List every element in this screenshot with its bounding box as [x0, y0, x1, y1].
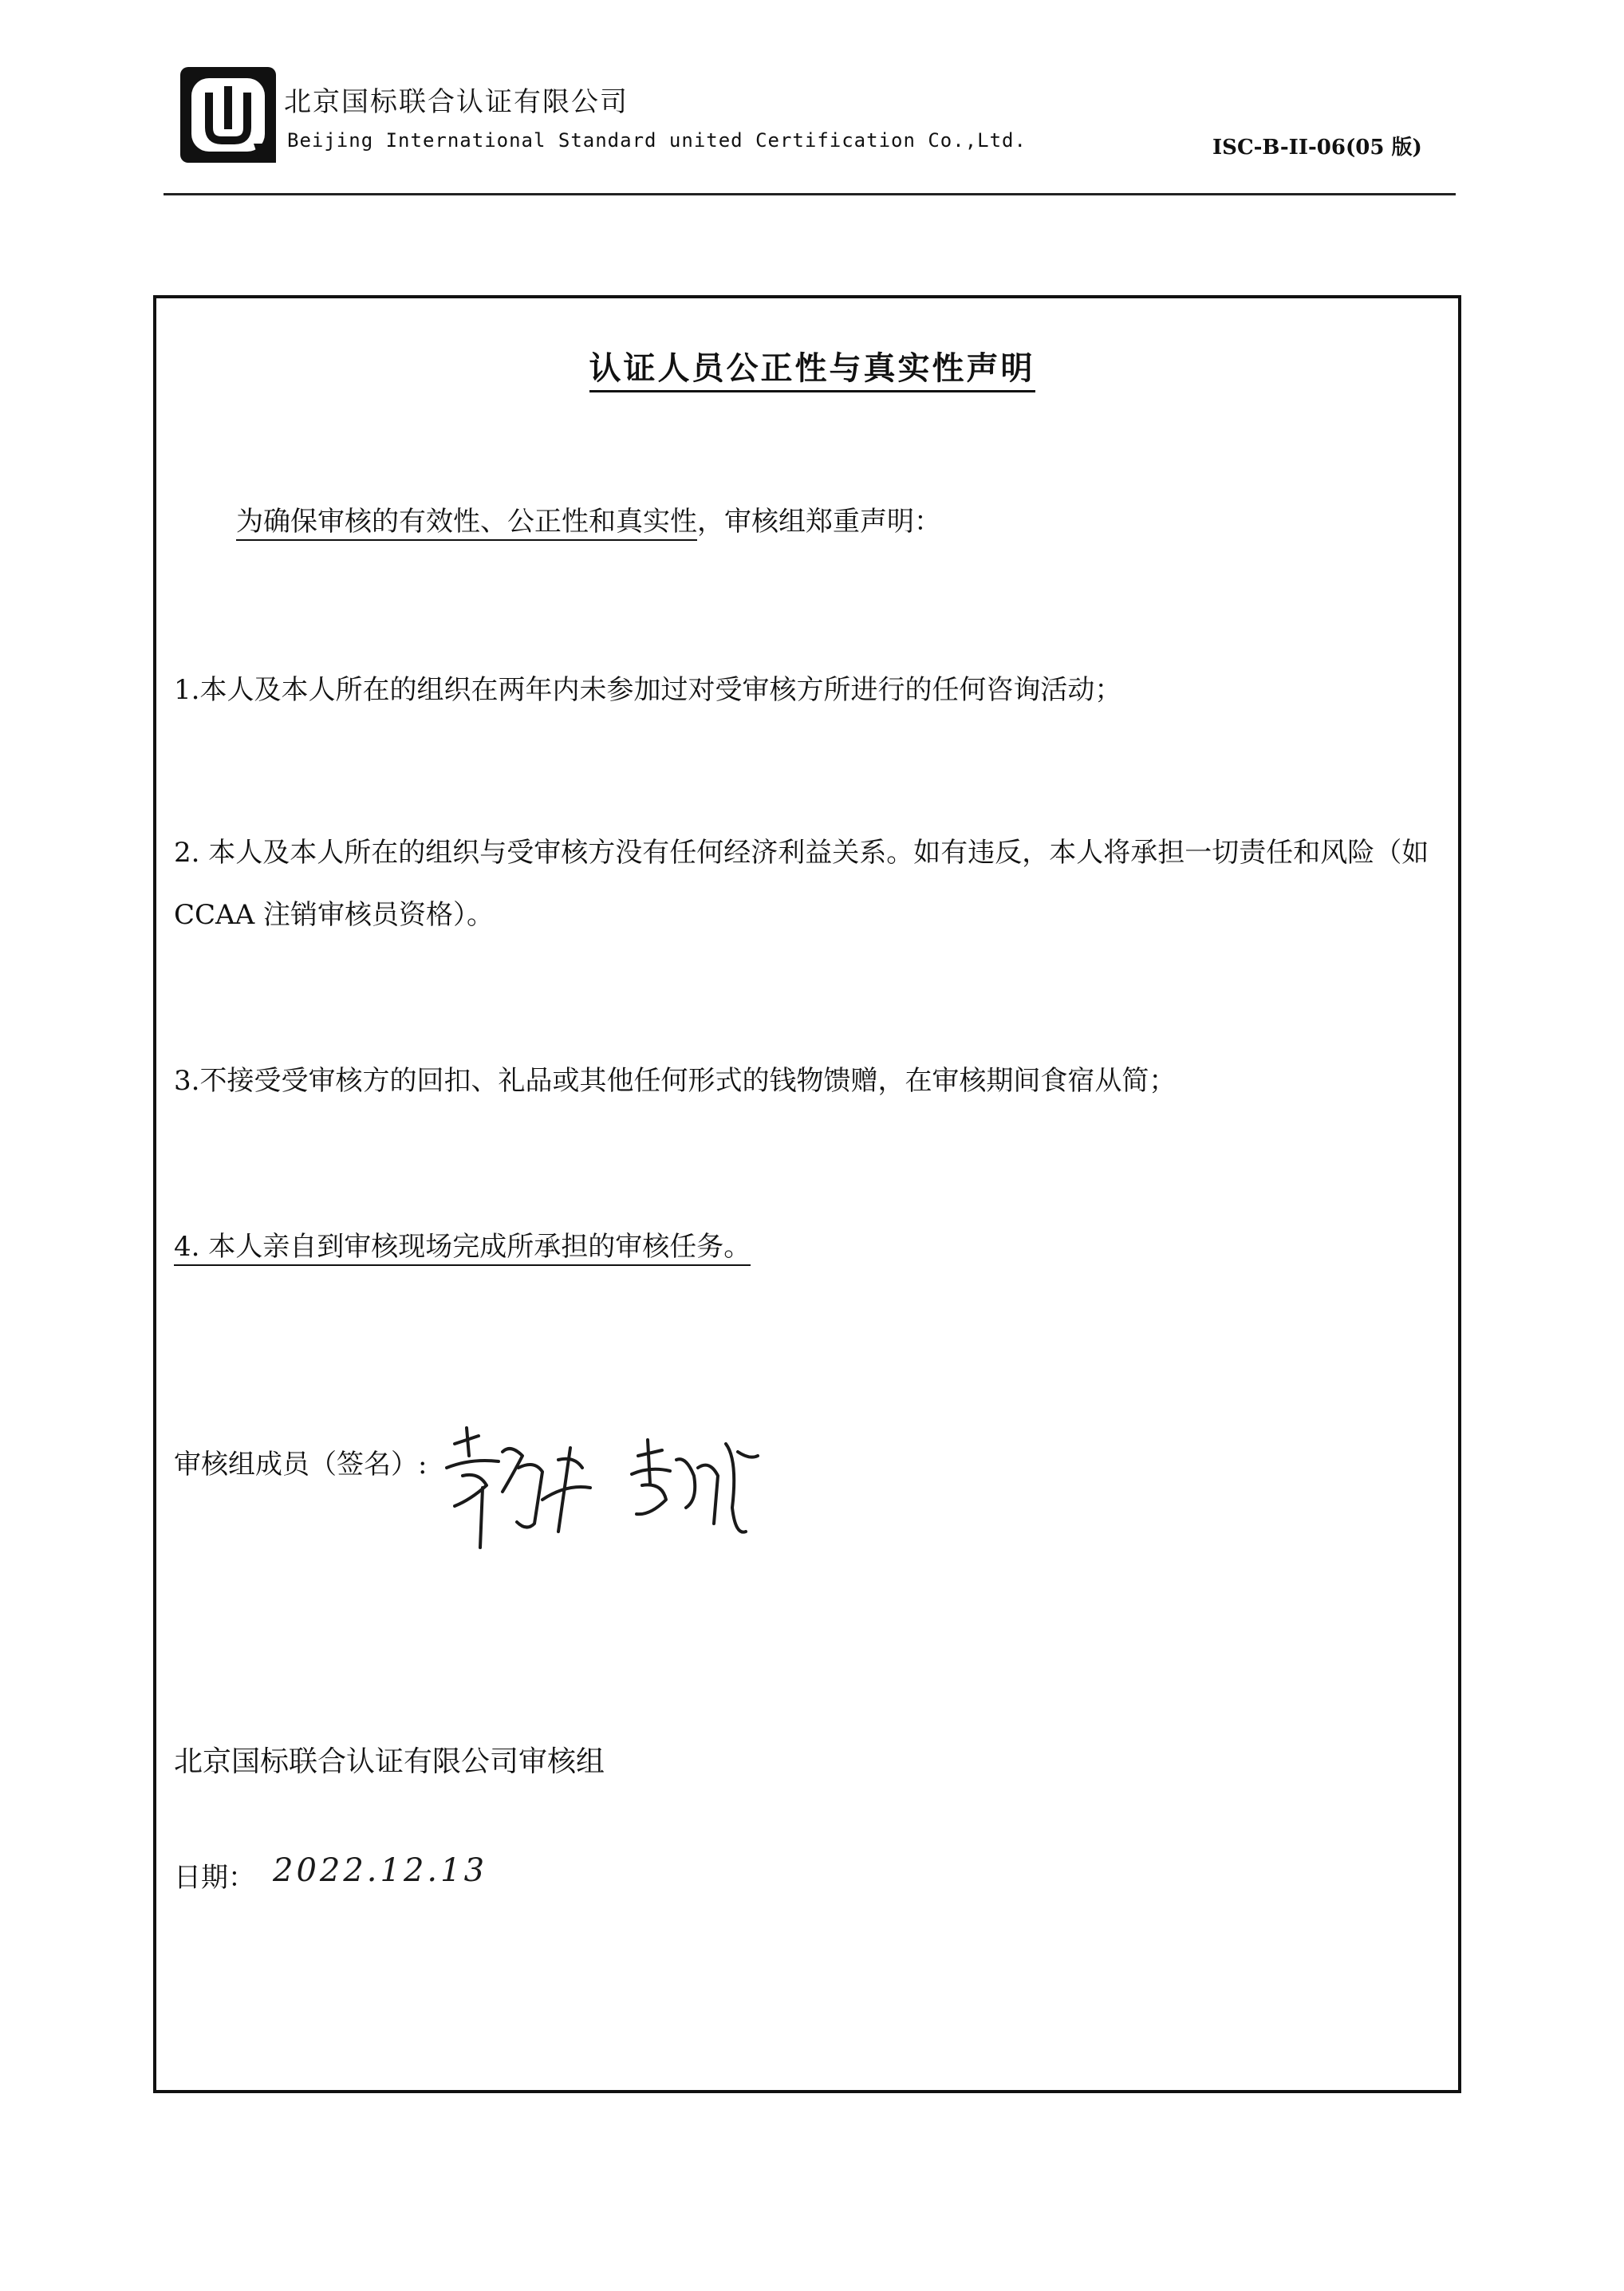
declaration-frame [153, 295, 1461, 2093]
intro-paragraph [236, 499, 941, 538]
intro-rest-text: ，审核组郑重声明： [697, 506, 941, 538]
document-title [0, 343, 1624, 388]
company-name-cn: 北京国标联合认证有限公司 [284, 86, 629, 118]
intro-underlined-text: 为确保审核的有效性、公正性和真实性 [236, 506, 697, 541]
date-label: 日期： [174, 1862, 255, 1894]
handwritten-signature [423, 1412, 774, 1563]
document-title-text: 认证人员公正性与真实性声明 [589, 349, 1035, 392]
company-logo-icon [177, 64, 279, 166]
declaration-item-3: 3.不接受受审核方的回扣、礼品或其他任何形式的钱物馈赠，在审核期间食宿从简； [174, 1065, 1177, 1097]
header-divider [164, 193, 1456, 195]
declaration-item-2: 2. 本人及本人所在的组织与受审核方没有任何经济利益关系。如有违反，本人将承担一切责任和风险（如 CCAA 注销审核员资格）。 [174, 837, 1429, 931]
declaration-item-4-text: 4. 本人亲自到审核现场完成所承担的审核任务。 [174, 1231, 751, 1266]
signature-label: 审核组成员（签名）: [174, 1449, 428, 1481]
audit-group-name: 北京国标联合认证有限公司审核组 [174, 1745, 605, 1778]
declaration-item-1: 1.本人及本人所在的组织在两年内未参加过对受审核方所进行的任何咨询活动； [174, 674, 1122, 706]
form-code: ISC-B-II-06(05 版) [1212, 136, 1422, 160]
date-value: 2022.12.13 [273, 1852, 488, 1889]
company-name-en: Beijing International Standard united Certification Co.,Ltd. [287, 129, 1027, 152]
declaration-item-4 [174, 1216, 1450, 1278]
